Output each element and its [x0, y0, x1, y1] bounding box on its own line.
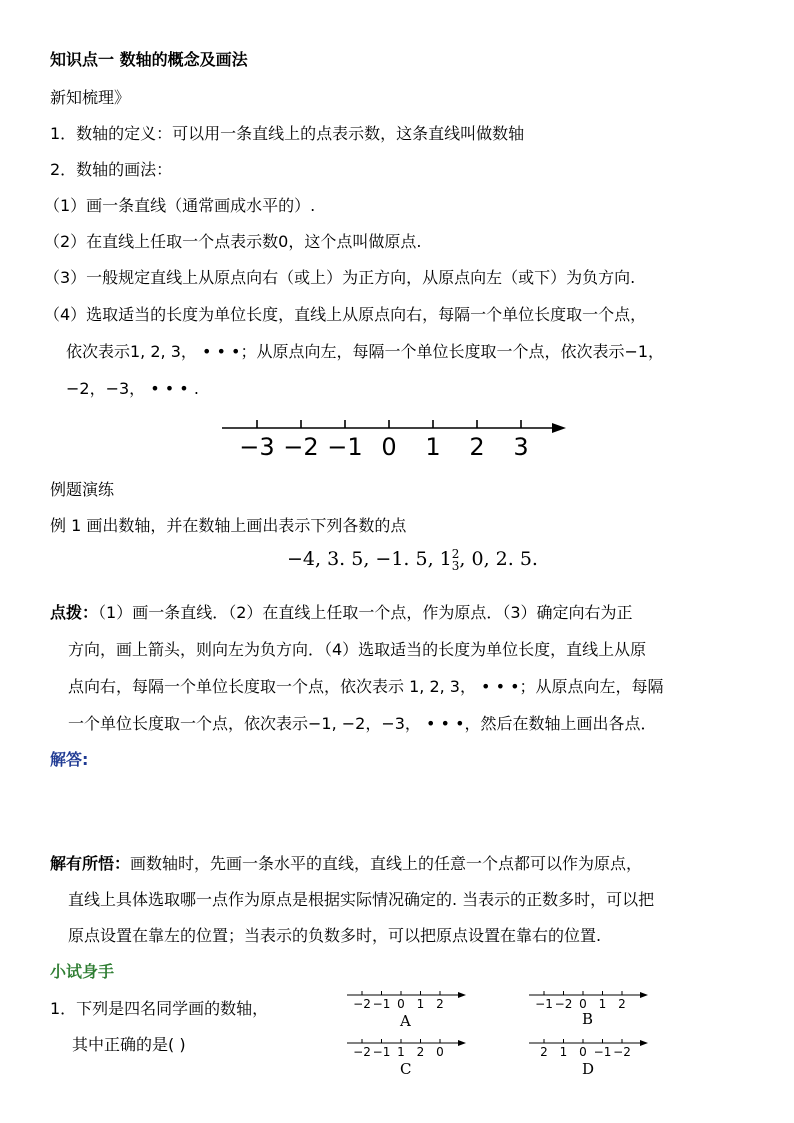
option-tick-label: −2	[353, 1045, 371, 1059]
main-number-line	[0, 410, 794, 470]
option-c-number-line[interactable]	[345, 1036, 470, 1060]
option-tick-label: 1	[559, 1045, 568, 1059]
axis-ticks	[239, 420, 528, 461]
option-tick-label: 0	[579, 1045, 587, 1059]
option-c-letter: C	[400, 1060, 412, 1078]
axis-tick-label: 2	[469, 433, 485, 461]
insight-line-2: 直线上具体选取哪一点作为原点是根据实际情况确定的. 当表示的正数多时，可以把	[68, 890, 655, 909]
step-4-line-1: （4）选取适当的长度为单位长度，直线上从原点向右，每隔一个单位长度取一个点，	[44, 305, 647, 324]
question-1-line-1: 1．下列是四名同学画的数轴，	[50, 999, 269, 1018]
question-1-line-2: 其中正确的是( )	[72, 1035, 186, 1054]
option-tick-label: 2	[436, 997, 444, 1011]
hint-label: 点拨：	[50, 603, 99, 622]
axis-tick-label: 0	[381, 433, 397, 461]
answer-label: 解答:	[50, 750, 89, 769]
option-d-letter: D	[582, 1060, 595, 1078]
example-heading: 例题演练	[50, 480, 115, 499]
step-3: （3）一般规定直线上从原点向右（或上）为正方向，从原点向左（或下）为负方向.	[44, 268, 636, 287]
option-tick-label: −1	[593, 1045, 612, 1059]
axis-tick-label: 1	[425, 433, 441, 461]
fraction-denominator: 3	[451, 559, 460, 573]
option-tick-label: 0	[397, 997, 405, 1011]
axis-tick-label: 3	[513, 433, 529, 461]
option-tick-label: −2	[353, 997, 371, 1011]
option-tick-label: 1	[397, 1045, 405, 1059]
step-4-line-3: −2，−3， • • • .	[66, 379, 199, 398]
hint-line-4: 一个单位长度取一个点，依次表示−1, −2，−3， • • •，然后在数轴上画出各点．	[68, 714, 657, 733]
insight-line-3: 原点设置在靠左的位置；当表示的负数多时，可以把原点设置在靠右的位置.	[68, 926, 602, 945]
option-a-number-line[interactable]	[345, 988, 470, 1012]
example-numbers-part1: −4, 3. 5, −1. 5, 1	[287, 548, 452, 570]
hint-line-3: 点向右，每隔一个单位长度取一个点，依次表示 1, 2, 3， • • •；从原点向左，每隔	[68, 677, 664, 696]
step-4-line-2: 依次表示1, 2, 3， • • •；从原点向左，每隔一个单位长度取一个点，依次表示−1，	[66, 342, 665, 361]
option-tick-label: 0	[436, 1045, 444, 1059]
definition-line: 1．数轴的定义：可以用一条直线上的点表示数，这条直线叫做数轴	[50, 124, 525, 143]
option-tick-label: 1	[598, 997, 607, 1011]
option-tick-label: 2	[618, 997, 626, 1011]
step-2: （2）在直线上任取一个点表示数0，这个点叫做原点.	[44, 232, 422, 251]
option-b-letter: B	[582, 1010, 594, 1028]
option-tick-label: −2	[554, 997, 573, 1011]
axis-arrow-icon	[552, 423, 566, 433]
drawing-method-line: 2．数轴的画法：	[50, 160, 173, 179]
insight-label: 解有所悟：	[50, 854, 131, 873]
example-1: 例 1 画出数轴，并在数轴上画出表示下列各数的点	[50, 516, 407, 535]
option-tick-label: −1	[535, 997, 553, 1011]
example-numbers	[287, 548, 538, 572]
section-title: 知识点一 数轴的概念及画法	[50, 50, 248, 69]
fraction-numerator: 2	[451, 547, 460, 561]
axis-tick-label: −3	[239, 433, 275, 461]
option-a-letter: A	[400, 1012, 411, 1030]
option-tick-label: −2	[613, 1045, 631, 1059]
axis-tick-label: −1	[327, 433, 363, 461]
option-tick-label: 2	[416, 1045, 425, 1059]
option-tick-label: 1	[416, 997, 425, 1011]
insight-text-1: 画数轴时，先画一条水平的直线，直线上的任意一个点都可以作为原点，	[130, 854, 643, 873]
review-heading: 新知梳理》	[50, 88, 131, 107]
option-d-number-line[interactable]	[527, 1036, 652, 1060]
option-tick-label: −1	[372, 1045, 391, 1059]
option-arrow-icon	[458, 1040, 466, 1046]
option-arrow-icon	[458, 992, 466, 998]
option-arrow-icon	[640, 992, 648, 998]
insight-line-1	[50, 854, 642, 874]
option-arrow-icon	[640, 1040, 648, 1046]
option-tick-label: −1	[372, 997, 391, 1011]
step-1: （1）画一条直线（通常画成水平的）.	[44, 196, 316, 215]
option-tick-label: 2	[540, 1045, 548, 1059]
axis-tick-label: −2	[283, 433, 319, 461]
practice-heading: 小试身手	[50, 962, 115, 981]
option-tick-label: 0	[579, 997, 587, 1011]
hint-text-1: （1）画一条直线．（2）在直线上任取一个点，作为原点．（3）确定向右为正	[98, 603, 633, 622]
hint-line-2: 方向，画上箭头，则向左为负方向．（4）选取适当的长度为单位长度，直线上从原	[68, 640, 647, 659]
hint-line-1	[50, 603, 633, 623]
example-numbers-part2: , 0, 2. 5.	[459, 548, 538, 570]
option-b-number-line[interactable]	[527, 988, 652, 1012]
